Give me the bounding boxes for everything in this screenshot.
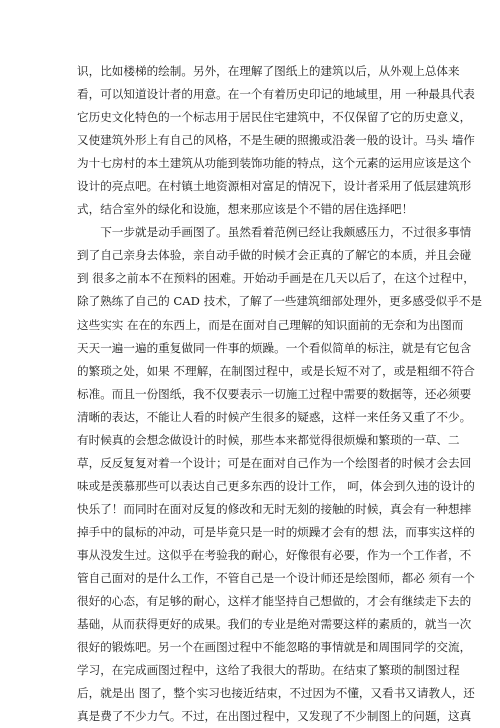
paragraph-2 <box>77 221 482 728</box>
text-line: 设计的亮点吧。在村镇土地资源相对富足的情况下，设计者采用了低层建筑形 <box>77 179 472 194</box>
text-line: 事从没发生过。这似乎在考验我的耐心，好像很有必要，作为一个工作者，不 <box>77 547 472 562</box>
text-line: 后，就是出 图了，整个实习也接近结束，不过因为不懂，又看书又请教人，还 <box>77 686 475 701</box>
text-line: 天天一遍一遍的重复做同一件事的烦躁。一个看似简单的标注，就是有它包含 <box>77 340 472 355</box>
text-line: 草，反反复复对着一个设计；可是在面对自己作为一个绘图者的时候才会去回 <box>77 455 472 470</box>
text-line: 除了熟练了自己的 CAD 技术，了解了一些建筑细部处理外，更多感受似乎不是 <box>77 294 482 309</box>
document-body <box>77 60 482 728</box>
text-line: 看，可以知道设计者的用意。在一个有着历史印记的地域里，用 一种最具代表 <box>77 87 475 102</box>
text-line: 真是费了不少力气。不过，在出图过程中，又发现了不少制图上的问题，这真 <box>77 709 472 724</box>
paragraph-1 <box>77 60 475 221</box>
text-line: 这些实实 在在的东西上，而是在面对自己理解的知识面前的无奈和为出图而 <box>77 317 464 332</box>
text-line: 到 很多之前本不在预料的困难。开始动手画是在几天以后了，在这个过程中， <box>77 271 475 286</box>
text-line: 为十七房村的本土建筑从功能到装饰功能的特点，这个元素的运用应该是这个 <box>77 156 472 171</box>
text-line: 识，比如楼梯的绘制。另外，在理解了图纸上的建筑以后，从外观上总体来 <box>77 64 460 78</box>
text-line: 清晰的表达，不能让人看的时候产生很多的疑惑，这样一来任务又重了不少。 <box>77 409 472 424</box>
text-line: 掉手中的鼠标的冲动，可是毕竟只是一时的烦躁才会有的想 法，而事实这样的 <box>77 524 475 539</box>
text-line: 很好的锻炼吧。另一个在画图过程中不能忽略的事情就是和周围同学的交流， <box>77 640 472 655</box>
text-line: 基础，从而获得更好的成果。我们的专业是绝对需要这样的素质的，就当一次 <box>77 617 472 632</box>
text-line: 式，结合室外的绿化和设施，想来那应该是个不错的居住选择吧！ <box>77 202 414 217</box>
text-line: 它历史文化特色的一个标志用于居民住宅建筑中，不仅保留了它的历史意义， <box>77 110 472 125</box>
text-line: 下一步就是动手画图了。虽然看着范例已经让我颇感压力，不过很多事情 <box>77 225 472 240</box>
text-line: 学习，在完成画图过程中，这给了我很大的帮助。在结束了繁琐的制图过程 <box>77 663 460 678</box>
text-line: 快乐了！而同时在面对反复的修改和无时无刻的接触的时候，真会有一种想摔 <box>77 501 472 516</box>
text-line: 很好的心态，有足够的耐心，这样才能坚持自己想做的，才会有继续走下去的 <box>77 594 472 609</box>
text-line: 管自己面对的是什么工作，不管自己是一个设计师还是绘图师，都必 须有一个 <box>77 571 475 586</box>
text-line: 到了自己亲身去体验，亲自动手做的时候才会正真的了解它的本质，并且会碰 <box>77 248 472 263</box>
text-line: 有时候真的会想念做设计的时候，那些本来都觉得很烦燥和繁琐的一草、二 <box>77 432 460 447</box>
text-line: 的繁琐之处，如果 不理解，在制图过程中，或是长短不对了，或是粗细不符合 <box>77 363 475 378</box>
text-line: 又使建筑外形上有自己的风格，不是生硬的照搬或沿袭一般的设计。马头 墙作 <box>77 133 475 148</box>
text-line: 标准。而且一份图纸，我不仅要表示一切施工过程中需要的数据等，还必须要 <box>77 386 472 401</box>
text-line: 味或是羡慕那些可以表达自己更多东西的设计工作， 呵，体会到久违的设计的 <box>77 478 475 493</box>
